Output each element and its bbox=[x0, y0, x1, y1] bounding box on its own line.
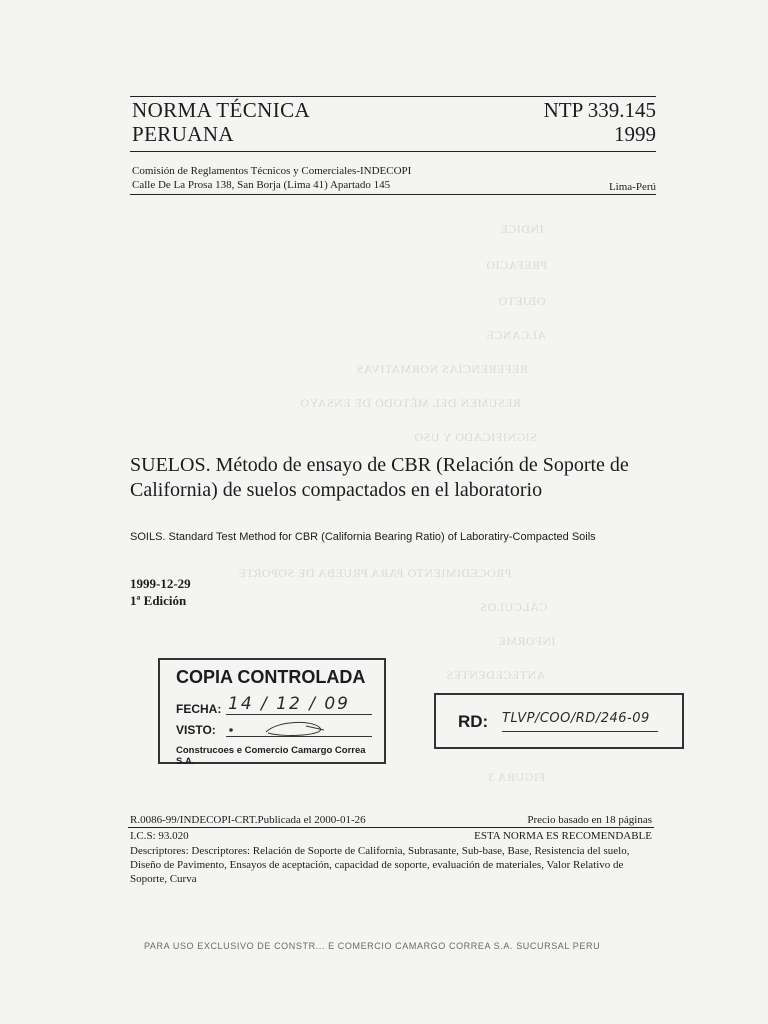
fecha-line bbox=[226, 714, 372, 715]
document-title-english: SOILS. Standard Test Method for CBR (California Bearing Ratio) of Laboratiry-Compacted Soils bbox=[130, 531, 596, 543]
edition-block bbox=[130, 575, 191, 609]
exclusive-use-footer: PARA USO EXCLUSIVO DE CONSTR... E COMERCIO CAMARGO CORREA S.A. SUCURSAL PERU bbox=[144, 941, 601, 951]
standard-type-line2: PERUANA bbox=[132, 122, 234, 146]
standard-code-number: NTP 339.145 bbox=[543, 98, 656, 122]
bleed-through: RESUMEN DEL MÉTODO DE ENSAYO bbox=[300, 396, 521, 410]
bleed-through: INFORME bbox=[498, 634, 556, 648]
bleed-through: ALCANCE bbox=[486, 328, 547, 342]
bleed-through: INDICE bbox=[500, 222, 544, 236]
standard-type-line1: NORMA TÉCNICA bbox=[132, 98, 311, 122]
bleed-through: FIGURA 3 bbox=[488, 770, 546, 784]
bleed-through: CÁLCULOS bbox=[480, 600, 548, 614]
header-top-rule bbox=[130, 96, 656, 97]
descriptors: Descriptores: Descriptores: Relación de Soporte de California, Subrasante, Sub-base, Base, Resistencia del suelo, Diseño de Pavimento, Ensayos de aceptación, capacidad de soporte, evaluación de materiales, Valor Relativo de Soporte, Curva bbox=[130, 845, 630, 885]
standard-type bbox=[132, 98, 310, 146]
standard-year: 1999 bbox=[614, 122, 656, 146]
header-mid-rule bbox=[130, 151, 656, 152]
bleed-through: ANTECEDENTES bbox=[446, 668, 546, 682]
visto-label: VISTO: bbox=[176, 723, 216, 737]
visto-line bbox=[226, 736, 372, 737]
rd-handwritten: TLVP/COO/RD/246-09 bbox=[502, 711, 650, 726]
stamp-company: Construcoes e Comercio Camargo Correa S.A. bbox=[176, 745, 366, 767]
ics-code: I.C.S: 93.020 bbox=[130, 830, 189, 842]
bleed-through: PROCEDIMIENTO PARA PRUEBA DE SOPORTE bbox=[238, 566, 512, 580]
price-text: Precio basado en 18 páginas bbox=[527, 814, 652, 826]
bleed-through: OBJETO bbox=[498, 294, 546, 308]
bleed-through: REFERENCIAS NORMATIVAS bbox=[356, 362, 528, 376]
document-title: SUELOS. Método de ensayo de CBR (Relación de Soporte de California) de suelos compactados en el laboratorio bbox=[130, 454, 629, 501]
standard-code bbox=[544, 98, 656, 146]
fecha-label: FECHA: bbox=[176, 702, 222, 716]
rd-line bbox=[502, 731, 658, 732]
issuer-location: Lima-Perú bbox=[608, 181, 656, 193]
edition-label: 1ª Edición bbox=[130, 593, 187, 608]
issuer-commission: Comisión de Reglamentos Técnicos y Comerciales-INDECOPI bbox=[132, 165, 412, 177]
rd-label: RD: bbox=[458, 712, 489, 731]
edition-date: 1999-12-29 bbox=[130, 576, 191, 591]
resolution-text: R.0086-99/INDECOPI-CRT.Publicada el 2000-01-26 bbox=[130, 814, 366, 826]
fecha-handwritten: 14 / 12 / 09 bbox=[228, 694, 350, 714]
issuer-address: Calle De La Prosa 138, San Borja (Lima 41) Apartado 145 bbox=[132, 179, 391, 191]
publication-rule bbox=[128, 827, 654, 828]
stamp-heading: COPIA CONTROLADA bbox=[176, 667, 366, 687]
bleed-through: PREFACIO bbox=[486, 258, 548, 272]
controlled-copy-stamp bbox=[158, 658, 386, 767]
bleed-through: SIGNIFICADO Y USO bbox=[414, 430, 537, 444]
recommendation: ESTA NORMA ES RECOMENDABLE bbox=[474, 830, 652, 842]
rd-stamp bbox=[434, 693, 684, 749]
header-bottom-rule bbox=[130, 194, 656, 195]
